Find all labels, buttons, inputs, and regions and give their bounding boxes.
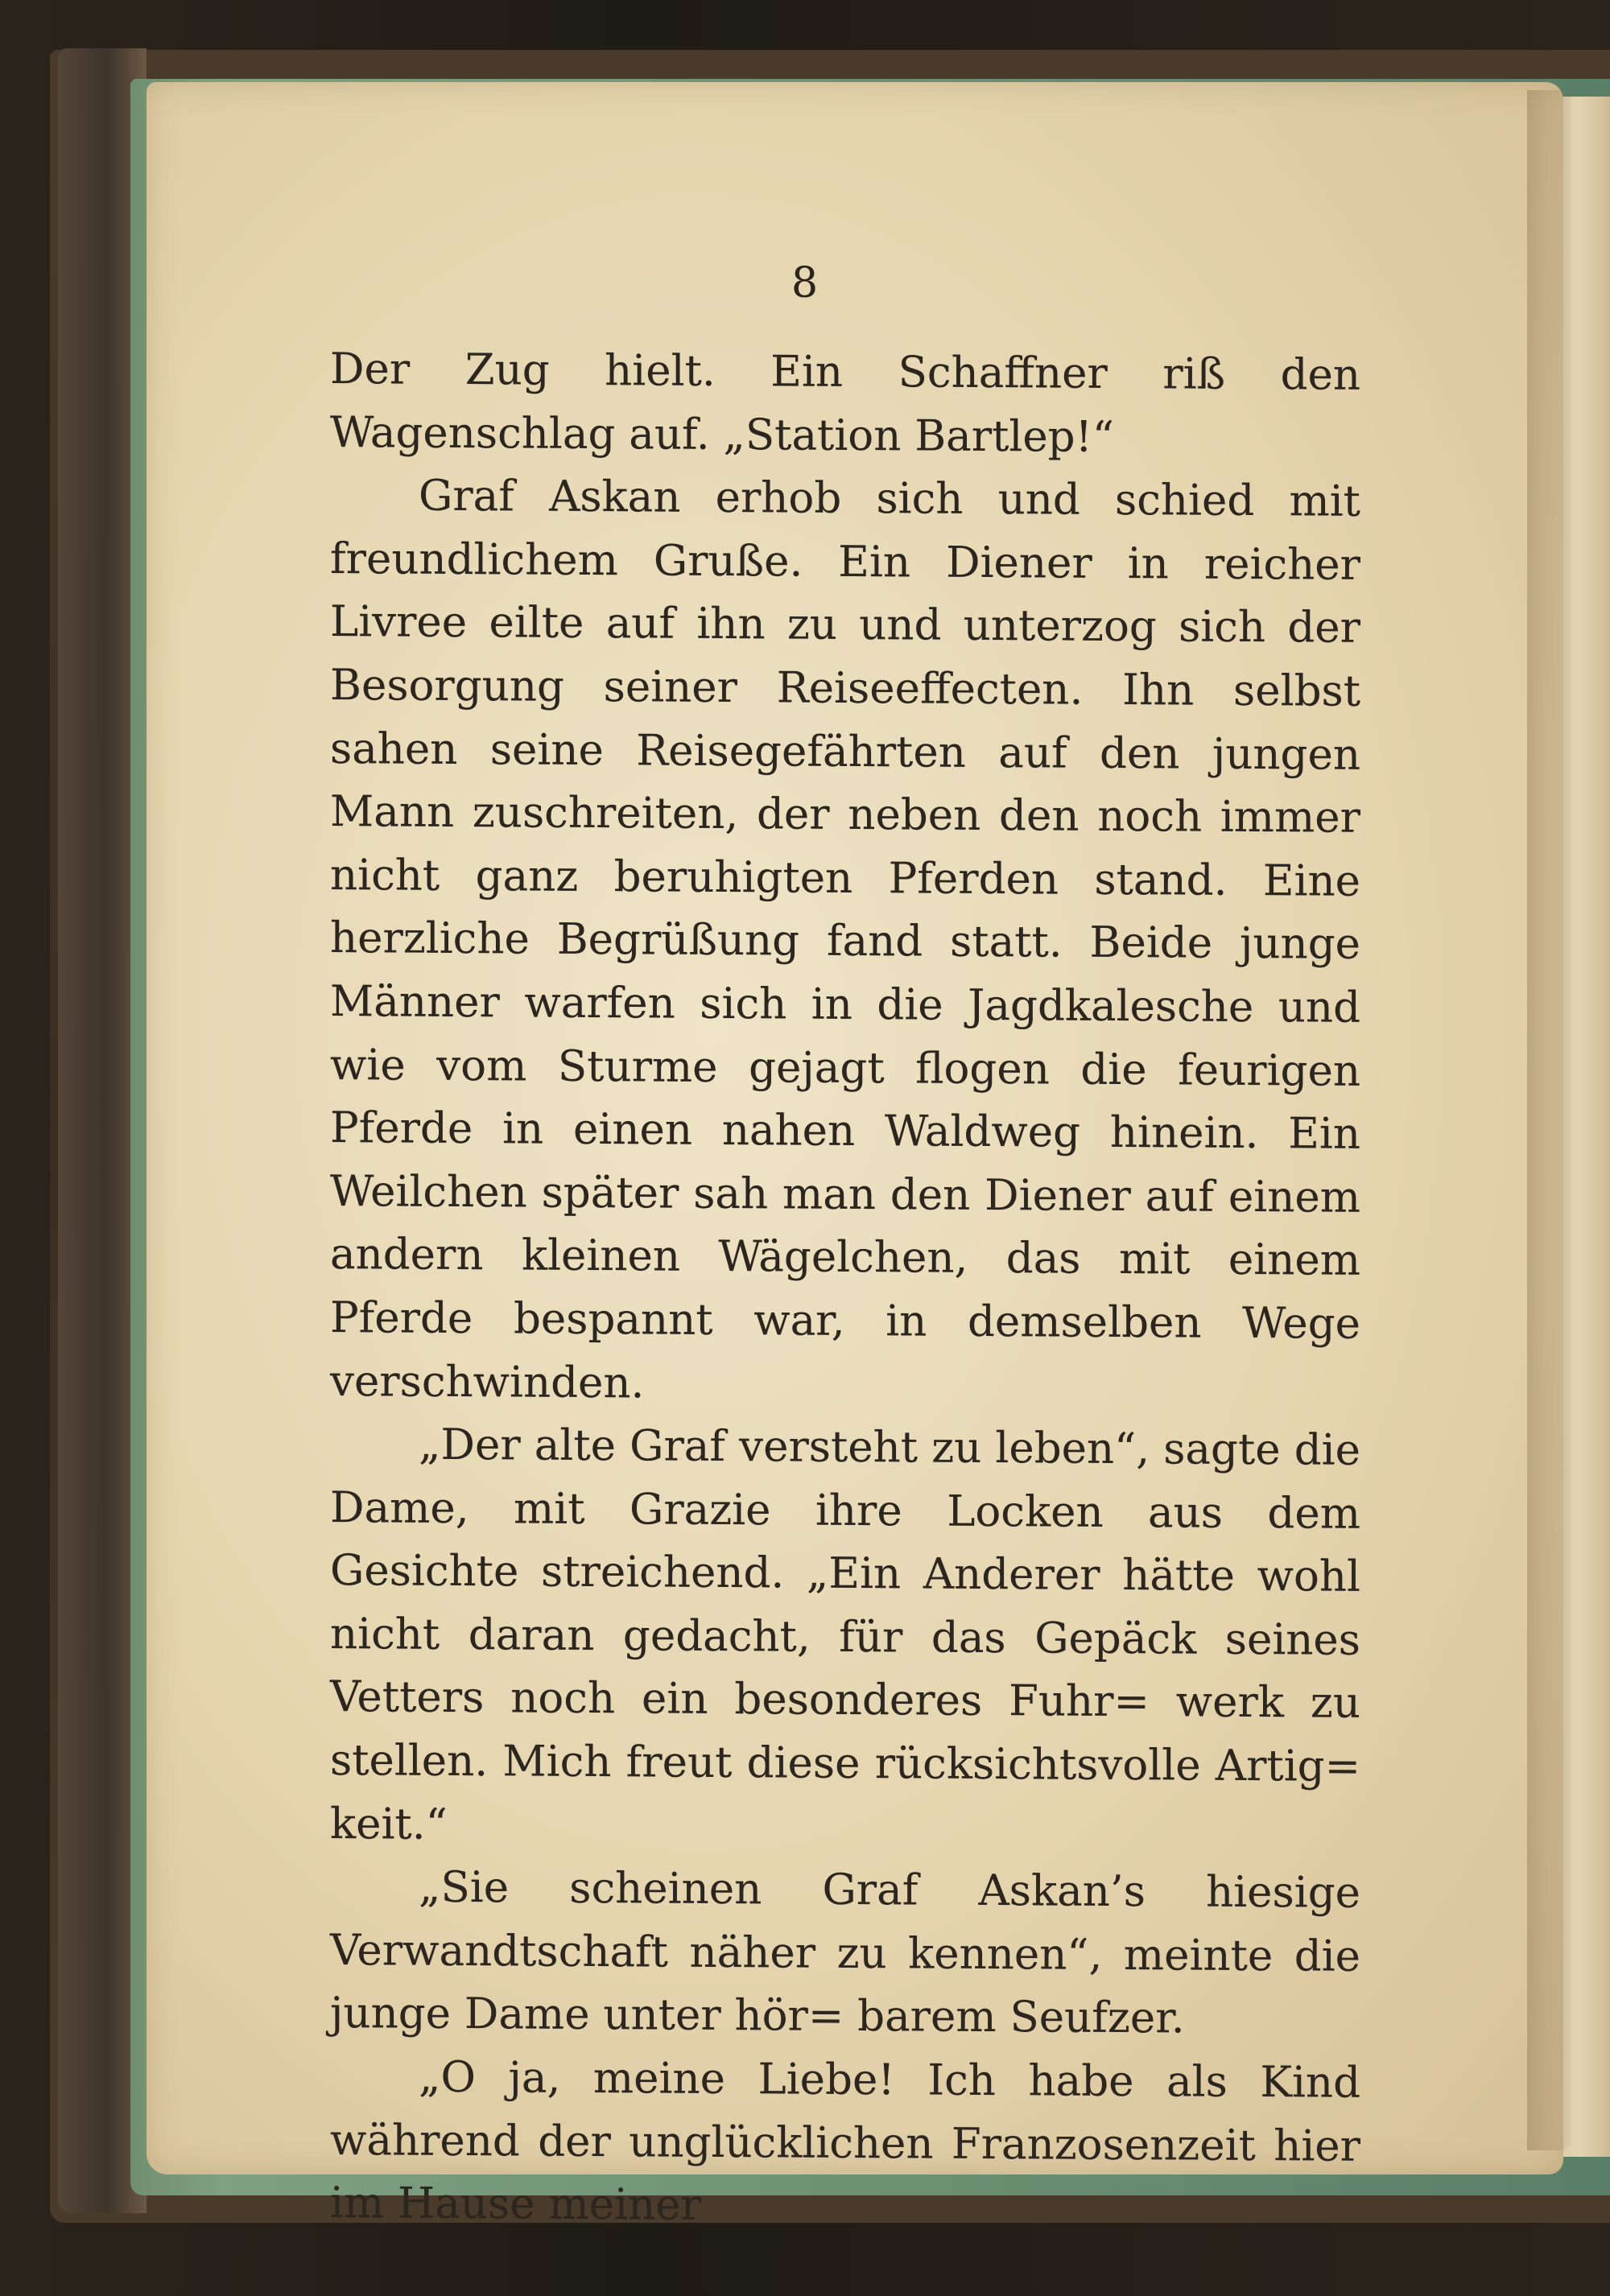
paragraph-1: Der Zug hielt. Ein Schaffner riß den Wagenschlag auf. „Station Bartlep!“ bbox=[330, 344, 1360, 462]
paragraph-4: „Sie scheinen Graf Askan’s hiesige Verwandtschaft näher zu kennen“, meinte die junge Dame unter hör= barem Seufzer. bbox=[330, 1862, 1360, 2043]
paragraph-2: Graf Askan erhob sich und schied mit freundlichem Gruße. Ein Diener in reicher Livree eilte auf ihn zu und unterzog sich der Besorgung seiner Reiseeffecten. Ihn selbst sahen seine Reisegefährten auf den jungen Mann zuschreiten, der neben den noch immer nicht ganz beruhigten Pferden stand. Eine herzliche Begrüßung fand statt. Beide junge Männer warfen sich in die Jagdkalesche und wie vom Sturme gejagt flogen die feurigen Pferde in einen nahen Waldweg hinein. Ein Weilchen später sah man den Diener auf einem andern kleinen Wägelchen, das mit einem Pferde bespannt war, in demselben Wege verschwinden. bbox=[330, 471, 1360, 1408]
paragraph-3: „Der alte Graf versteht zu leben“, sagte die Dame, mit Grazie ihre Locken aus dem Gesichte streichend. „Ein Anderer hätte wohl nicht daran gedacht, für das Gepäck seines Vetters noch ein besonderes Fuhr= werk zu stellen. Mich freut diese rücksichtsvolle Artig= keit.“ bbox=[330, 1420, 1360, 1849]
paragraph-5: „O ja, meine Liebe! Ich habe als Kind während der unglücklichen Franzosenzeit hier im Hause meiner bbox=[330, 2052, 1360, 2231]
page-number: 8 bbox=[791, 259, 819, 307]
page-text bbox=[330, 338, 1360, 2231]
